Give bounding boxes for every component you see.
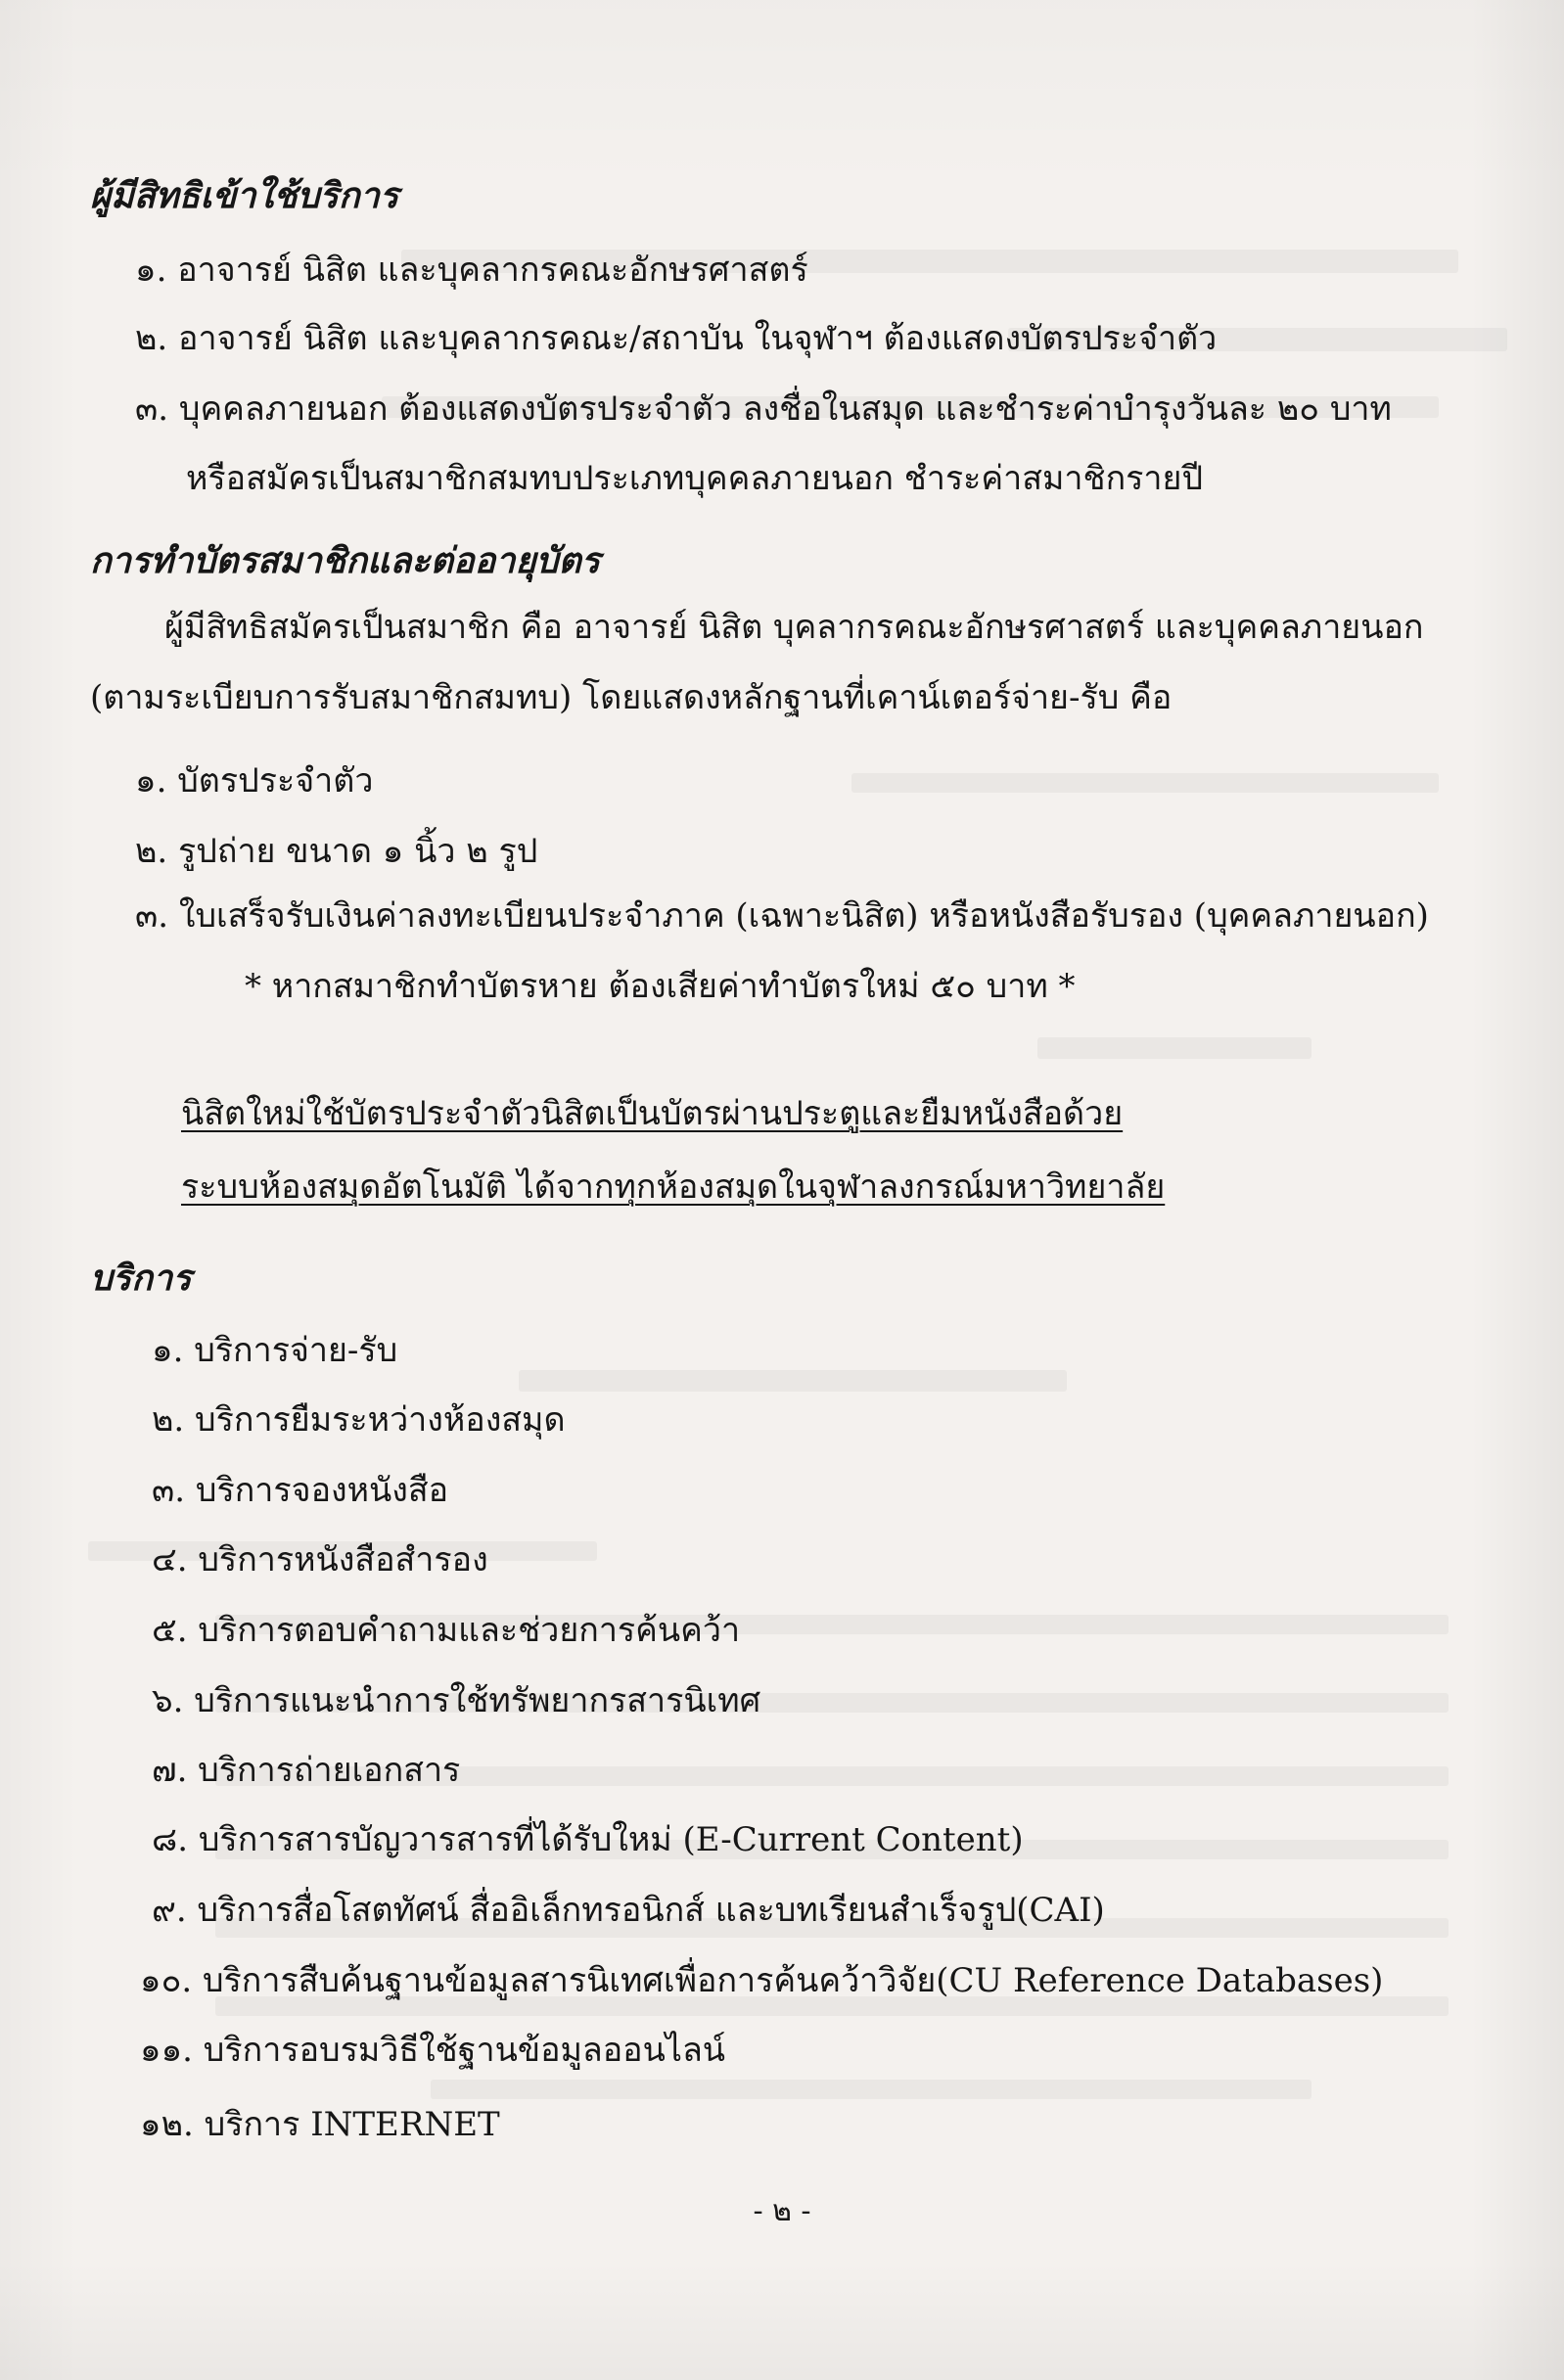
page-number: - ๒ - [753, 2194, 811, 2228]
service-item: ๘. บริการสารบัญวารสารที่ได้รับใหม่ (E-Current Content) [152, 1820, 1024, 1859]
access-item-continuation: หรือสมัครเป็นสมาชิกสมทบประเภทบุคคลภายนอก ชำระค่าสมาชิกรายปี [186, 459, 1204, 498]
service-item: ๓. บริการจองหนังสือ [152, 1471, 449, 1510]
membership-intro: (ตามระเบียบการรับสมาชิกสมทบ) โดยแสดงหลักฐานที่เคาน์เตอร์จ่าย-รับ คือ [90, 678, 1173, 717]
services-heading: บริการ [90, 1258, 192, 1299]
service-item: ๑๑. บริการอบรมวิธีใช้ฐานข้อมูลออนไลน์ [140, 2031, 726, 2070]
show-through-mark [851, 773, 1439, 793]
new-student-notice: นิสิตใหม่ใช้บัตรประจำตัวนิสิตเป็นบัตรผ่านประตูและยืมหนังสือด้วย [181, 1094, 1124, 1133]
membership-item: ๑. บัตรประจำตัว [135, 761, 374, 801]
access-item: ๓. บุคคลภายนอก ต้องแสดงบัตรประจำตัว ลงชื่อในสมุด และชำระค่าบำรุงวันละ ๒๐ บาท [135, 389, 1392, 429]
service-item: ๖. บริการแนะนำการใช้ทรัพยากรสารนิเทศ [152, 1681, 761, 1720]
show-through-mark [431, 2080, 1311, 2099]
lost-card-note: * หากสมาชิกทำบัตรหาย ต้องเสียค่าทำบัตรใหม่ ๕๐ บาท * [245, 967, 1076, 1006]
new-student-notice: ระบบห้องสมุดอัตโนมัติ ได้จากทุกห้องสมุดในจุฬาลงกรณ์มหาวิทยาลัย [181, 1167, 1166, 1207]
access-heading: ผู้มีสิทธิเข้าใช้บริการ [90, 175, 399, 216]
service-item: ๑๐. บริการสืบค้นฐานข้อมูลสารนิเทศเพื่อการค้นคว้าวิจัย(CU Reference Databases) [140, 1961, 1384, 2000]
membership-heading: การทำบัตรสมาชิกและต่ออายุบัตร [90, 540, 601, 581]
membership-item: ๓. ใบเสร็จรับเงินค่าลงทะเบียนประจำภาค (เฉพาะนิสิต) หรือหนังสือรับรอง (บุคคลภายนอก) [135, 896, 1429, 936]
service-item: ๑๒. บริการ INTERNET [140, 2105, 500, 2144]
service-item: ๗. บริการถ่ายเอกสาร [152, 1751, 461, 1790]
show-through-mark [1037, 1037, 1311, 1059]
membership-intro: ผู้มีสิทธิสมัครเป็นสมาชิก คือ อาจารย์ นิสิต บุคลากรคณะอักษรศาสตร์ และบุคคลภายนอก [164, 608, 1424, 647]
membership-item: ๒. รูปถ่าย ขนาด ๑ นิ้ว ๒ รูป [135, 832, 538, 871]
service-item: ๒. บริการยืมระหว่างห้องสมุด [152, 1400, 566, 1440]
service-item: ๔. บริการหนังสือสำรอง [152, 1540, 488, 1579]
service-item: ๑. บริการจ่าย-รับ [152, 1331, 398, 1370]
access-item: ๑. อาจารย์ นิสิต และบุคลากรคณะอักษรศาสตร์ [135, 251, 808, 290]
access-item: ๒. อาจารย์ นิสิต และบุคลากรคณะ/สถาบัน ในจุฬาฯ ต้องแสดงบัตรประจำตัว [135, 319, 1218, 358]
service-item: ๕. บริการตอบคำถามและช่วยการค้นคว้า [152, 1611, 741, 1650]
service-item: ๙. บริการสื่อโสตทัศน์ สื่ออิเล็กทรอนิกส์ และบทเรียนสำเร็จรูป(CAI) [152, 1891, 1105, 1930]
show-through-mark [519, 1370, 1067, 1392]
